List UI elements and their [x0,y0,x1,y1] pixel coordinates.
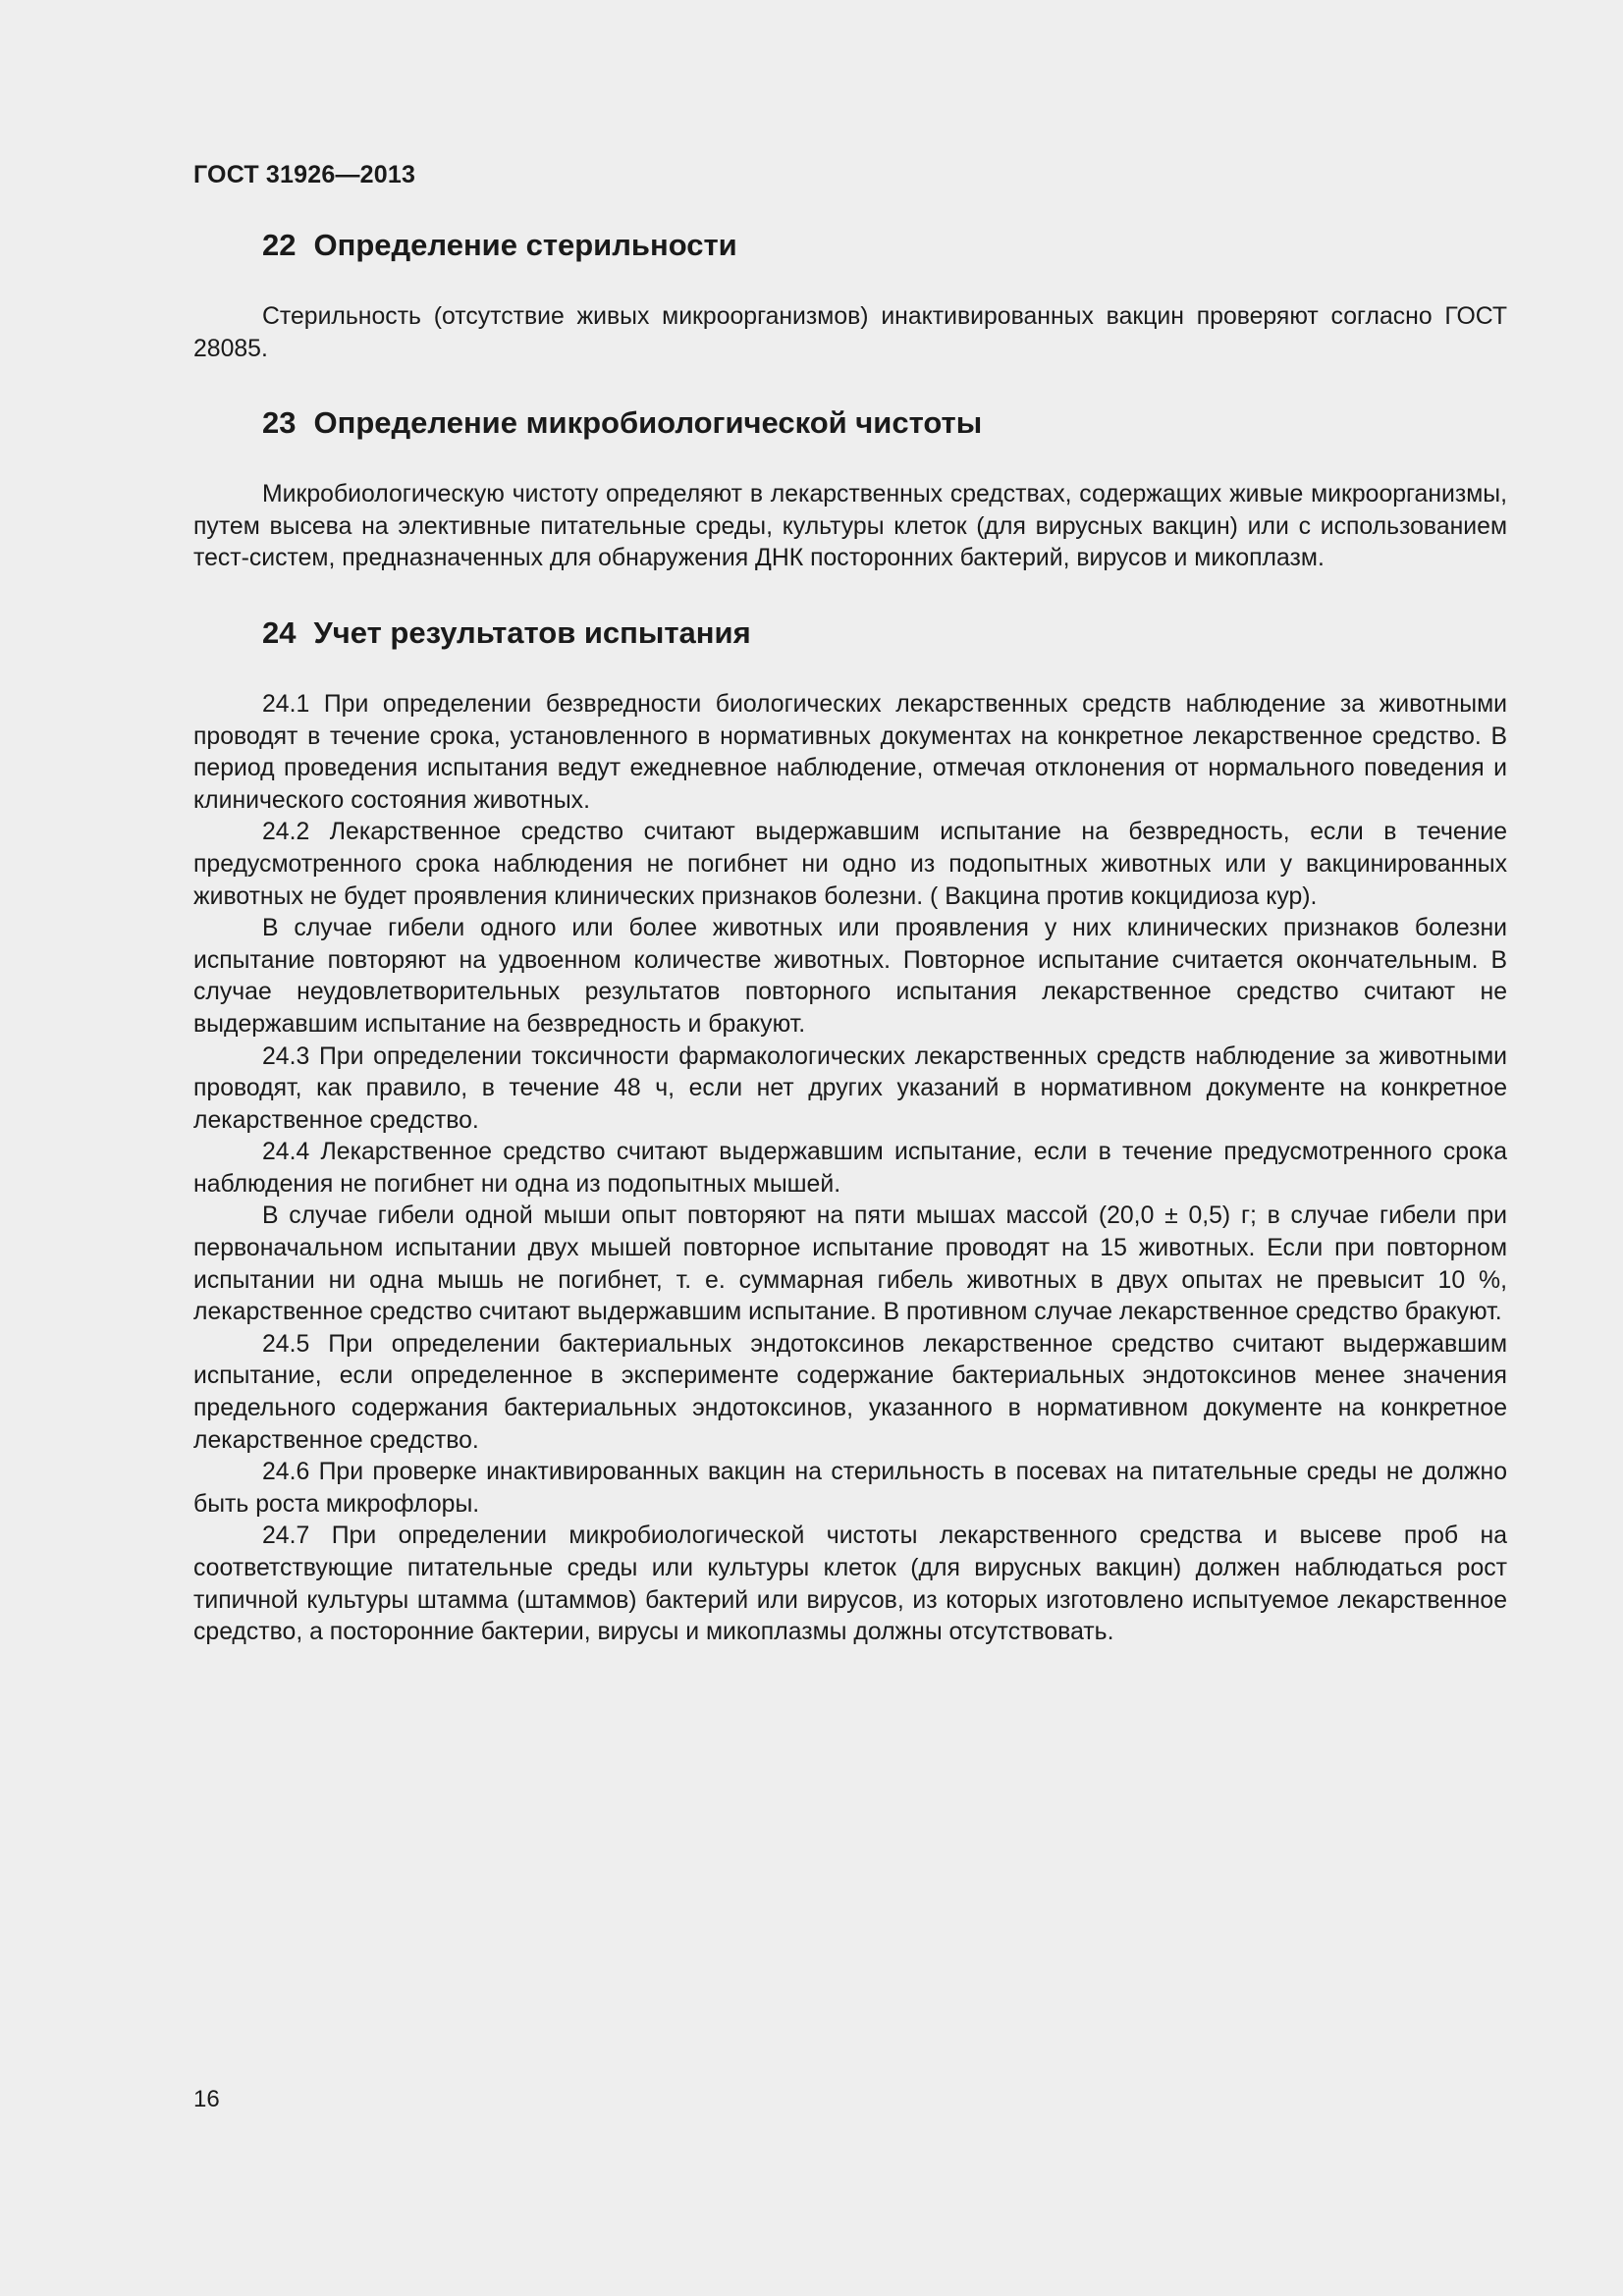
section-number: 23 [262,405,297,441]
page-number: 16 [193,2086,220,2112]
document-body [193,228,1507,1649]
section-number: 22 [262,228,297,262]
section-number: 24 [262,614,297,650]
section-23 [193,405,1507,575]
section-22 [193,228,1507,365]
paragraph: Микробиологическую чистоту определяют в лекарственных средствах, содержащих живые микроорганизмы, путем высева на элективные питательные среды, культуры клеток (для вирусных вакцин) или с использованием тест-систем, предназначенных для обнаружения ДНК посторонних бактерий, вирусов и микоплазм. [193,481,1507,572]
paragraph-24-7: 24.7 При определении микробиологической чистоты лекарственного средства и высеве проб на соответствующие питательные среды или культуры клеток (для вирусных вакцин) должен наблюдаться рост типичной культуры штамма (штаммов) бактерий или вирусов, из которых изготовлено испытуемое лекарственное средство, а посторонние бактерии, вирусы и микоплазмы должны отсутствовать. [193,1522,1507,1646]
section-heading [262,405,1507,441]
section-title: Учет результатов испытания [313,614,751,650]
document-id-header: ГОСТ 31926—2013 [193,161,416,188]
section-heading [262,615,1507,651]
paragraph-24-6: 24.6 При проверке инактивированных вакцин на стерильность в посевах на питательные среды не должно быть роста микрофлоры. [193,1459,1507,1518]
paragraph-24-3: 24.3 При определении токсичности фармакологических лекарственных средств наблюдение за животными проводят, как правило, в течение 48 ч, если нет других указаний в нормативном документе на конкретное лекарственное средство. [193,1042,1507,1134]
section-heading [262,228,1507,263]
paragraph: Стерильность (отсутствие живых микроорганизмов) инактивированных вакцин проверяют согласно ГОСТ 28085. [193,303,1507,362]
section-24 [193,615,1507,1649]
paragraph-24-2: 24.2 Лекарственное средство считают выдержавшим испытание на безвредность, если в течение предусмотренного срока наблюдения не погибнет ни одно из подопытных животных или у вакцинированных животных не будет проявления клинических признаков болезни. ( Вакцина против кокцидиоза кур). [193,819,1507,910]
paragraph: В случае гибели одного или более животных или проявления у них клинических признаков болезни испытание повторяют на удвоенном количестве животных. Повторное испытание считается окончательным. В случае неудовлетворительных результатов повторного испытания лекарственное средство считают не выдержавшим испытание на безвредность и бракуют. [193,915,1507,1038]
section-title: Определение стерильности [313,228,737,262]
paragraph: В случае гибели одной мыши опыт повторяют на пяти мышах массой (20,0 ± 0,5) г; в случае гибели при первоначальном испытании двух мышей повторное испытание проводят на 15 животных. Если при повторном испытании ни одна мышь не погибнет, т. е. суммарная гибель животных в двух опытах не превысит 10 %, лекарственное средство считают выдержавшим испытание. В противном случае лекарственное средство бракуют. [193,1202,1507,1326]
section-title: Определение микробиологической чистоты [313,405,983,441]
paragraph-24-4: 24.4 Лекарственное средство считают выдержавшим испытание, если в течение предусмотренного срока наблюдения не погибнет ни одна из подопытных мышей. [193,1139,1507,1198]
paragraph-24-5: 24.5 При определении бактериальных эндотоксинов лекарственное средство считают выдержавшим испытание, если определенное в эксперименте содержание бактериальных эндотоксинов менее значения предельного содержания бактериальных эндотоксинов, указанного в нормативном документе на конкретное лекарственное средство. [193,1330,1507,1454]
paragraph-24-1: 24.1 При определении безвредности биологических лекарственных средств наблюдение за животными проводят в течение срока, установленного в нормативных документах на конкретное лекарственное средство. В период проведения испытания ведут ежедневное наблюдение, отмечая отклонения от нормального поведения и клинического состояния животных. [193,690,1507,814]
